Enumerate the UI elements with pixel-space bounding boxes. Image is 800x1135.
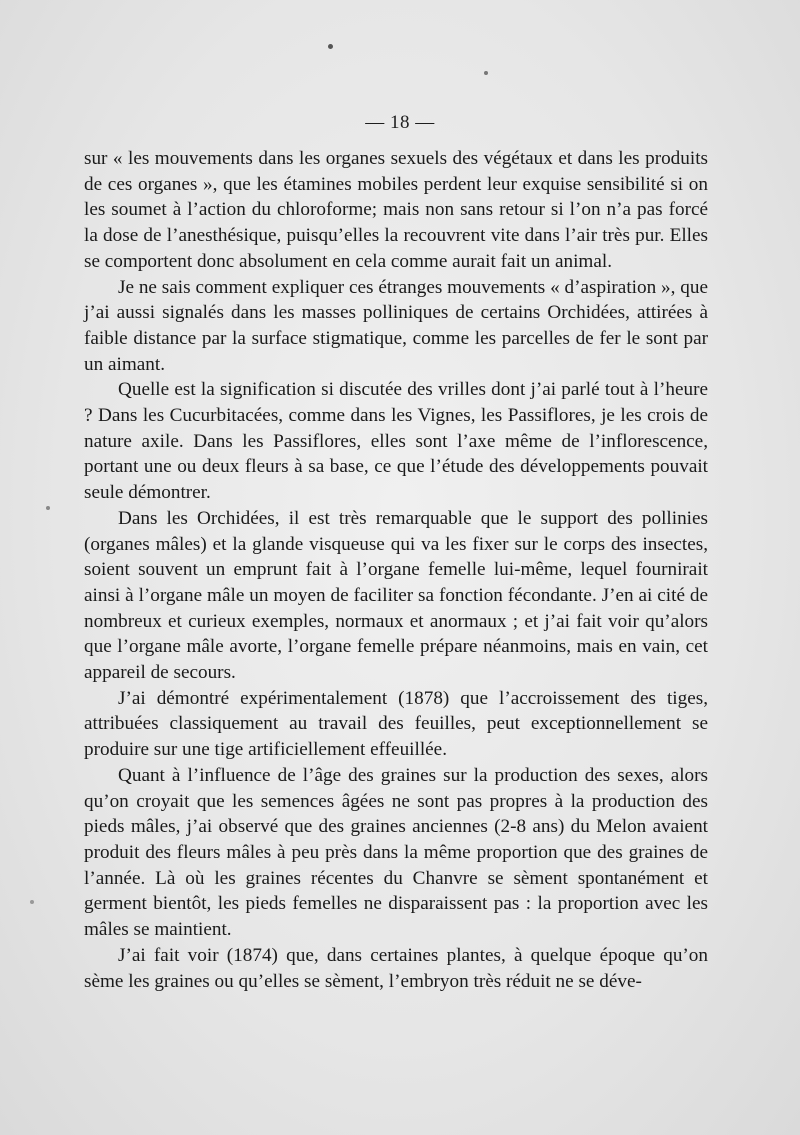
- paragraph: Je ne sais comment expliquer ces étranges mouvements « d’aspiration », que j’ai aussi signalés dans les masses polliniques de certains Orchidées, attirées à faible distance par la surface stigmatique, comme les parcelles de fer le sont par un aimant.: [84, 276, 708, 375]
- page-number: — 18 —: [365, 112, 435, 133]
- paragraph: Quant à l’influence de l’âge des graines sur la production des sexes, alors qu’on croyait que les semences âgées ne sont pas propres à la production des pieds mâles, j’ai observé que des graines anciennes (2-8 ans) du Melon avaient produit des fleurs mâles à peu près dans la même proportion que des graines de l’année. Là où les graines récentes du Chanvre se sèment spontanément et germent bientôt, les pieds femelles ne disparaissent pas : la proportion avec les mâles se maintient.: [84, 764, 708, 941]
- paragraph: J’ai démontré expérimentalement (1878) que l’accroissement des tiges, attribuées classiquement au travail des feuilles, peut exceptionnellement se produire sur une tige artificiellement effeuillée.: [84, 687, 708, 761]
- paragraph: J’ai fait voir (1874) que, dans certaines plantes, à quelque époque qu’on sème les graines ou qu’elles se sèment, l’embryon très réduit ne se déve-: [84, 944, 708, 992]
- ink-speck: [328, 44, 333, 49]
- paragraph: Dans les Orchidées, il est très remarquable que le support des pollinies (organes mâles) et la glande visqueuse qui va les fixer sur le corps des insectes, soient souvent un emprunt fait à l’organe femelle lui-même, lequel fournirait ainsi à l’organe mâle un moyen de faciliter sa fonction fécondante. J’en ai cité de nombreux et curieux exemples, normaux et anormaux ; et j’ai fait voir qu’alors que l’organe mâle avorte, l’organe femelle prépare néanmoins, mais en vain, cet appareil de secours.: [84, 507, 708, 684]
- ink-speck: [30, 900, 34, 904]
- ink-speck: [484, 71, 488, 75]
- body-text: [84, 146, 708, 994]
- paragraph: Quelle est la signification si discutée des vrilles dont j’ai parlé tout à l’heure ? Dans les Cucurbitacées, comme dans les Vignes, les Passiflores, je les crois de nature axile. Dans les Passiflores, elles sont l’axe même de l’inflorescence, portant une ou deux fleurs à sa base, ce que l’étude des développements pouvait seule démontrer.: [84, 379, 708, 504]
- paragraph: sur « les mouvements dans les organes sexuels des végétaux et dans les produits de ces organes », que les étamines mobiles perdent leur exquise sensibilité si on les soumet à l’action du chloroforme; mais non sans retour si l’on n’a pas forcé la dose de l’anesthésique, puisqu’elles la recouvrent vite dans l’air très pur. Elles se comportent donc absolument en cela comme aurait fait un animal.: [84, 148, 708, 272]
- ink-speck: [46, 506, 50, 510]
